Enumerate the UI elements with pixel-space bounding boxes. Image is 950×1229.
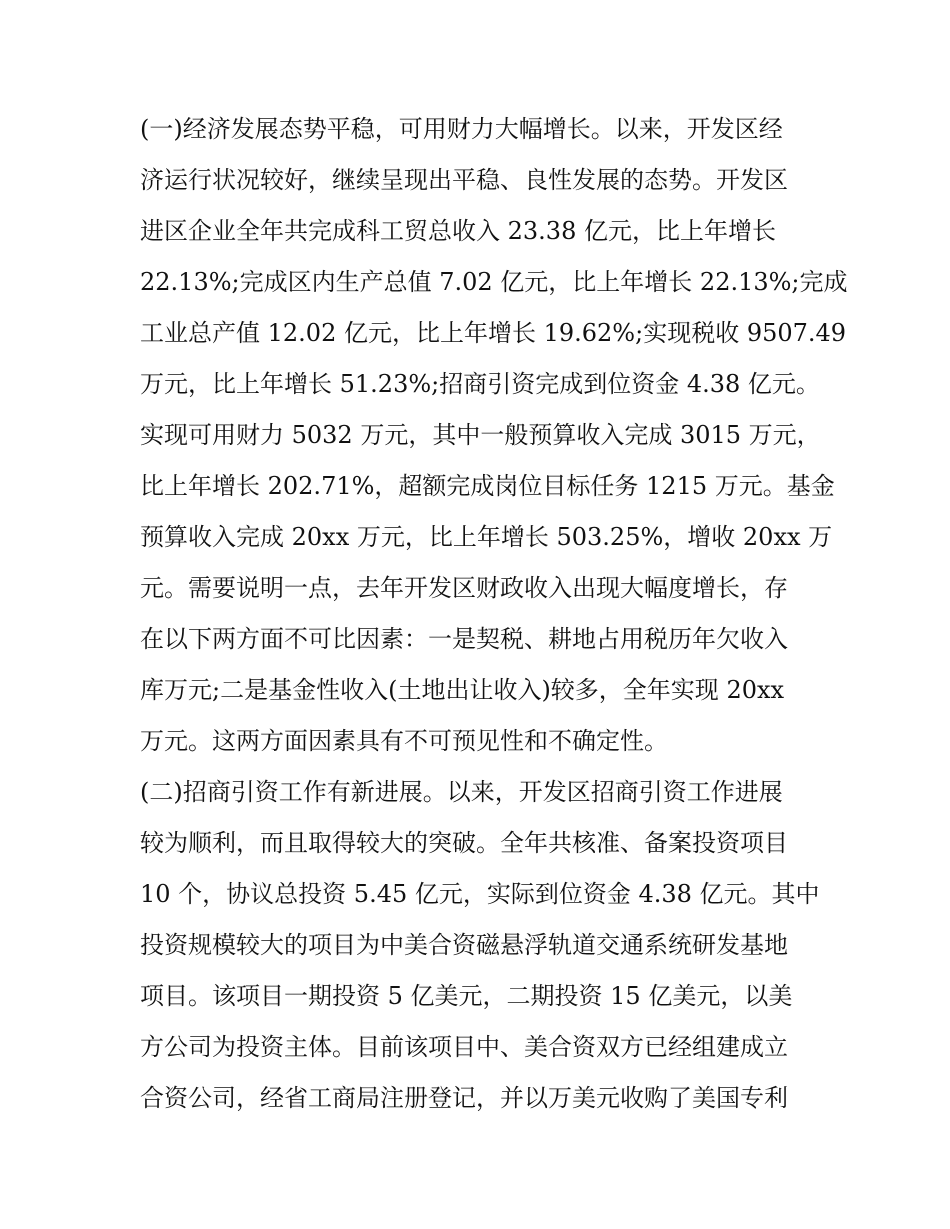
text-line-6: 万元，比上年增长 51.23%;招商引资完成到位资金 4.38 亿元。 [140, 370, 820, 398]
text-line-20: 合资公司，经省工商局注册登记，并以万美元收购了美国专利 [140, 1084, 788, 1112]
text-line-14: (二)招商引资工作有新进展。以来，开发区招商引资工作进展 [140, 778, 783, 806]
text-line-3: 进区企业全年共完成科工贸总收入 23.38 亿元，比上年增长 [140, 217, 776, 245]
text-line-15: 较为顺利，而且取得较大的突破。全年共核准、备案投资项目 [140, 829, 788, 857]
text-line-1: (一)经济发展态势平稳，可用财力大幅增长。以来，开发区经 [140, 115, 783, 143]
text-line-11: 在以下两方面不可比因素：一是契税、耕地占用税历年欠收入 [140, 625, 788, 653]
text-line-13: 万元。这两方面因素具有不可预见性和不确定性。 [140, 727, 668, 755]
text-line-9: 预算收入完成 20xx 万元，比上年增长 503.25%，增收 20xx 万 [140, 523, 833, 551]
text-line-10: 元。需要说明一点，去年开发区财政收入出现大幅度增长，存 [140, 574, 788, 602]
text-line-5: 工业总产值 12.02 亿元，比上年增长 19.62%;实现税收 9507.49 [140, 319, 847, 347]
text-line-8: 比上年增长 202.71%，超额完成岗位目标任务 1215 万元。基金 [140, 472, 835, 500]
text-line-17: 投资规模较大的项目为中美合资磁悬浮轨道交通系统研发基地 [140, 931, 788, 959]
text-line-18: 项目。该项目一期投资 5 亿美元，二期投资 15 亿美元，以美 [140, 982, 793, 1010]
text-line-2: 济运行状况较好，继续呈现出平稳、良性发展的态势。开发区 [140, 166, 788, 194]
text-line-4: 22.13%;完成区内生产总值 7.02 亿元，比上年增长 22.13%;完成 [140, 268, 848, 296]
text-line-12: 库万元;二是基金性收入(土地出让收入)较多，全年实现 20xx [140, 676, 785, 704]
text-line-16: 10 个，协议总投资 5.45 亿元，实际到位资金 4.38 亿元。其中 [140, 880, 820, 908]
text-line-19: 方公司为投资主体。目前该项目中、美合资双方已经组建成立 [140, 1033, 788, 1061]
text-line-7: 实现可用财力 5032 万元，其中一般预算收入完成 3015 万元， [140, 421, 821, 449]
